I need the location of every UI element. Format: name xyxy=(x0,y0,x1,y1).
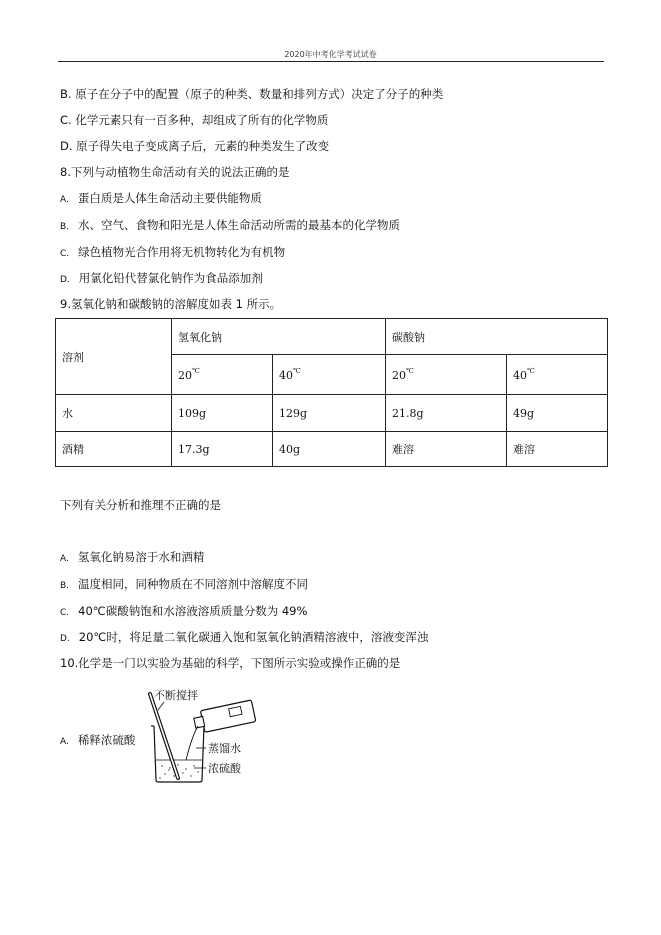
header-divider xyxy=(58,61,604,62)
q10-option-a xyxy=(60,733,135,749)
acid-dilution-figure xyxy=(134,688,274,788)
row-solvent-water: 水 xyxy=(56,395,172,432)
q9-option-b xyxy=(60,577,308,593)
table-temp-cell xyxy=(273,355,386,395)
temp-unit: ℃ xyxy=(192,367,200,375)
q8-option-b-text: 水、空气、食物和阳光是人体生命活动所需的最基本的化学物质 xyxy=(78,218,401,232)
table-cell: 17.3g xyxy=(172,432,273,467)
q10-option-a-letter: A. xyxy=(60,737,69,747)
table-header-sodium-carbonate: 碳酸钠 xyxy=(386,319,608,355)
question-10-stem: 10.化学是一门以实验为基础的科学，下图所示实验或操作正确的是 xyxy=(60,656,401,670)
q8-option-d xyxy=(60,271,263,287)
option-b-line: B. 原子在分子中的配置（原子的种类、数量和排列方式）决定了分子的种类 xyxy=(60,87,444,101)
temp-value: 40 xyxy=(513,369,527,382)
temp-value: 20 xyxy=(178,369,192,382)
temp-value: 40 xyxy=(279,369,293,382)
q9-option-d xyxy=(60,630,428,646)
table-cell: 129g xyxy=(273,395,386,432)
q8-option-d-text: 用氯化铅代替氯化钠作为食品添加剂 xyxy=(78,271,263,285)
label-stir: 不断搅拌 xyxy=(154,689,198,702)
pour-stream xyxy=(186,726,198,760)
table-header-sodium-hydroxide: 氢氧化钠 xyxy=(172,319,386,355)
table-temp-cell xyxy=(507,355,608,395)
table-cell: 109g xyxy=(172,395,273,432)
temp-unit: ℃ xyxy=(527,367,535,375)
q10-option-a-text: 稀释浓硫酸 xyxy=(77,733,136,747)
question-9-prompt: 下列有关分析和推理不正确的是 xyxy=(60,498,221,512)
label-conc-sulfuric-acid: 浓硫酸 xyxy=(208,762,241,775)
question-8-stem: 8.下列与动植物生命活动有关的说法正确的是 xyxy=(60,165,290,179)
q9-option-a-letter: A. xyxy=(60,554,69,564)
q8-option-a-text: 蛋白质是人体生命活动主要供能物质 xyxy=(77,191,262,205)
temp-unit: ℃ xyxy=(293,367,301,375)
table-temp-cell xyxy=(172,355,273,395)
table-row xyxy=(56,395,608,432)
q9-option-b-text: 温度相同，同种物质在不同溶剂中溶解度不同 xyxy=(78,577,309,591)
q8-option-b xyxy=(60,218,400,234)
q8-option-c-letter: C. xyxy=(60,249,70,259)
table-cell: 难溶 xyxy=(507,432,608,467)
q9-option-a-text: 氢氧化钠易溶于水和酒精 xyxy=(77,550,205,564)
temp-value: 20 xyxy=(392,369,406,382)
q9-option-d-text: 20℃时，将足量二氧化碳通入饱和氢氧化钠酒精溶液中，溶液变浑浊 xyxy=(78,630,429,644)
option-d-line: D. 原子得失电子变成离子后，元素的种类发生了改变 xyxy=(60,139,330,153)
q9-option-d-letter: D. xyxy=(60,634,70,644)
q8-option-a-letter: A. xyxy=(60,195,69,205)
table-cell: 49g xyxy=(507,395,608,432)
table-cell: 难溶 xyxy=(386,432,507,467)
table-row xyxy=(56,432,608,467)
q9-option-c-text: 40℃碳酸钠饱和水溶液溶质质量分数为 49% xyxy=(78,604,308,618)
table-cell: 21.8g xyxy=(386,395,507,432)
table-temp-cell xyxy=(386,355,507,395)
q9-option-a xyxy=(60,550,204,566)
temp-unit: ℃ xyxy=(406,367,414,375)
q8-option-d-letter: D. xyxy=(60,275,70,285)
q8-option-c xyxy=(60,245,285,261)
q9-option-c xyxy=(60,604,307,620)
q8-option-a xyxy=(60,191,262,207)
row-solvent-alcohol: 酒精 xyxy=(56,432,172,467)
q9-option-c-letter: C. xyxy=(60,608,70,618)
page-header: 2020年中考化学考试试卷 xyxy=(284,50,377,59)
reagent-bottle-icon xyxy=(193,700,256,734)
label-distilled-water: 蒸馏水 xyxy=(208,742,241,755)
question-9-stem: 9.氢氧化钠和碳酸钠的溶解度如表 1 所示。 xyxy=(60,297,282,311)
solubility-table xyxy=(55,318,608,467)
q8-option-c-text: 绿色植物光合作用将无机物转化为有机物 xyxy=(78,245,286,259)
table-header-solvent: 溶剂 xyxy=(56,319,172,395)
option-c-line: C. 化学元素只有一百多种，却组成了所有的化学物质 xyxy=(60,113,329,127)
table-cell: 40g xyxy=(273,432,386,467)
stir-leader-line xyxy=(158,702,164,710)
q8-option-b-letter: B. xyxy=(60,222,70,232)
q9-option-b-letter: B. xyxy=(60,581,70,591)
